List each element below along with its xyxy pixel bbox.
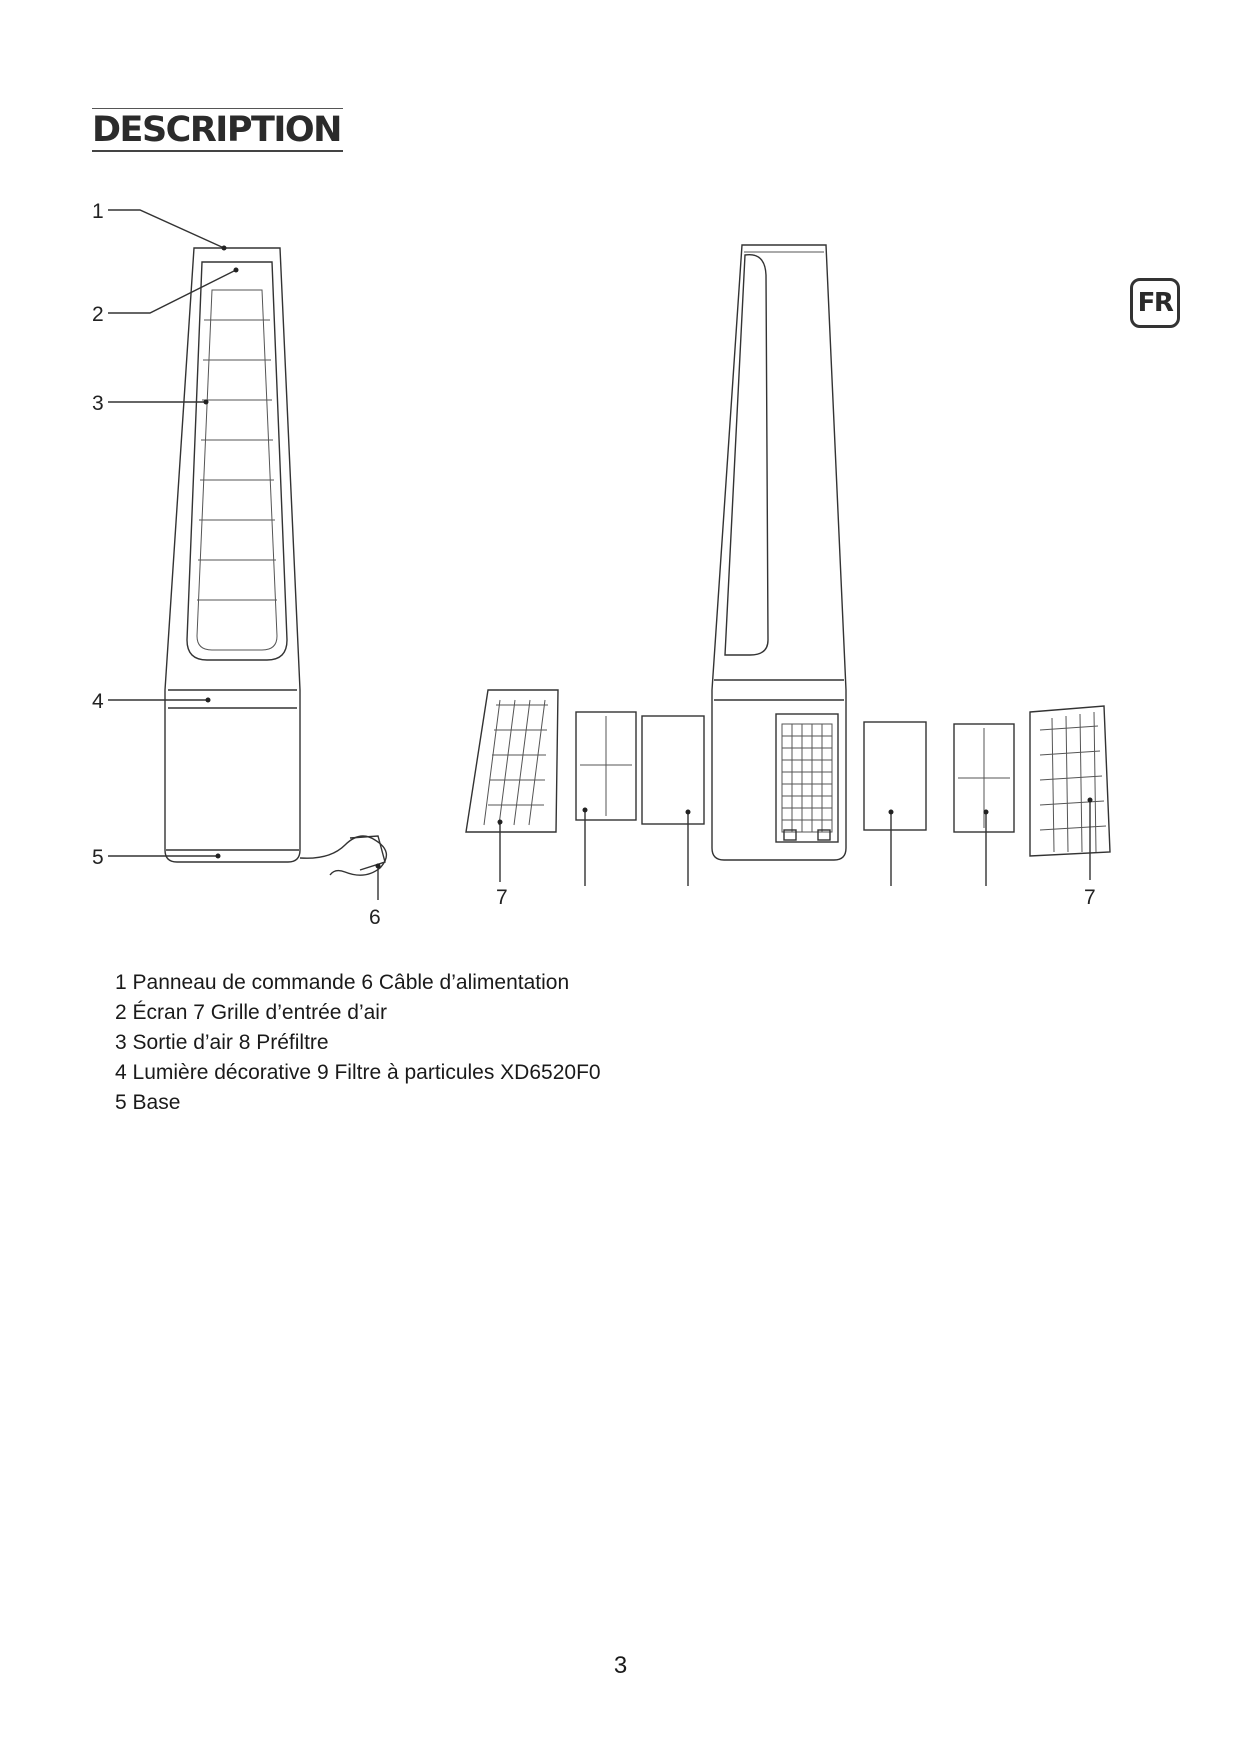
tower-rear-illustration	[712, 245, 846, 860]
callout-7-right: 7	[1084, 886, 1096, 909]
callout-7-left: 7	[496, 886, 508, 909]
callout-leaders	[108, 210, 381, 900]
legend-item: 4 Lumière décorative 9 Filtre à particules XD6520F0	[115, 1061, 601, 1084]
legend-item: 5 Base	[115, 1091, 181, 1114]
parts-legend	[115, 968, 601, 1118]
section-heading: DESCRIPTION	[92, 110, 341, 150]
callout-2: 2	[92, 303, 104, 326]
callout-6: 6	[369, 906, 381, 929]
legend-item: 1 Panneau de commande 6 Câble d’alimentation	[115, 971, 570, 994]
callout-1: 1	[92, 200, 104, 223]
filter-components-illustration	[466, 690, 1110, 856]
callout-5: 5	[92, 846, 104, 869]
legend-item: 3 Sortie d’air 8 Préfiltre	[115, 1031, 329, 1054]
callout-4: 4	[92, 690, 104, 713]
page-number: 3	[613, 1652, 628, 1679]
language-badge: FR	[1130, 278, 1180, 328]
legend-item: 2 Écran 7 Grille d’entrée d’air	[115, 1001, 387, 1024]
tower-front-illustration	[165, 248, 386, 875]
callout-3: 3	[92, 392, 104, 415]
